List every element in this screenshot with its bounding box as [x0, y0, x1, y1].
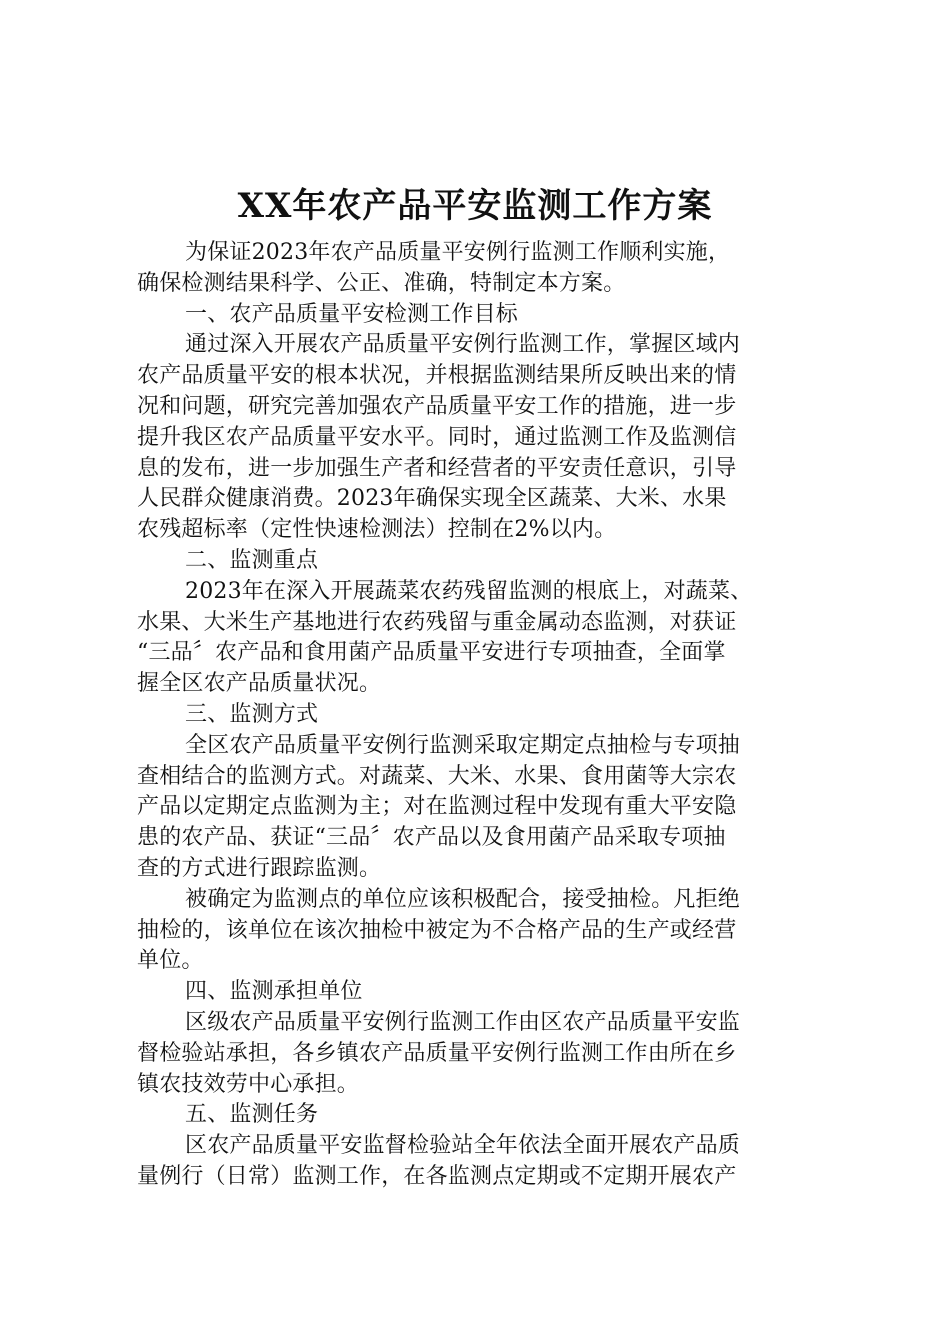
text-line: 区级农产品质量平安例行监测工作由区农产品质量平安监 — [185, 1009, 741, 1035]
text-line: 单位。 — [137, 948, 204, 974]
text-line: 查相结合的监测方式。对蔬菜、大米、水果、食用菌等大宗农 — [137, 763, 737, 789]
text-line: 农残超标率（定性快速检测法）控制在2%以内。 — [137, 517, 617, 543]
section-4-heading — [137, 977, 827, 1008]
text-line: 区农产品质量平安监督检验站全年依法全面开展农产品质 — [185, 1133, 741, 1159]
document-body — [137, 238, 827, 1193]
text-line: 三、监测方式 — [185, 701, 319, 727]
section-2-body — [137, 577, 827, 700]
text-line: 人民群众健康消费。2023年确保实现全区蔬菜、大米、水果 — [137, 486, 727, 512]
text-line: 息的发布，进一步加强生产者和经营者的平安责任意识，引导 — [137, 455, 737, 481]
text-line: 提升我区农产品质量平安水平。同时，通过监测工作及监测信 — [137, 424, 737, 450]
section-1-heading — [137, 300, 827, 331]
section-3-body — [137, 731, 827, 885]
text-line: “三品〞农产品和食用菌产品质量平安进行专项抽查，全面掌 — [137, 640, 726, 666]
text-line: 产品以定期定点监测为主；对在监测过程中发现有重大平安隐 — [137, 794, 737, 820]
intro-paragraph — [137, 238, 827, 300]
text-line: 水果、大米生产基地进行农药残留与重金属动态监测，对获证 — [137, 609, 737, 635]
section-1-body — [137, 330, 827, 546]
section-5-body — [137, 1131, 827, 1193]
text-line: 为保证2023年农产品质量平安例行监测工作顺利实施， — [185, 240, 731, 265]
text-line: 全区农产品质量平安例行监测采取定期定点抽检与专项抽 — [185, 732, 741, 758]
text-line: 镇农技效劳中心承担。 — [137, 1071, 360, 1097]
text-line: 被确定为监测点的单位应该积极配合，接受抽检。凡拒绝 — [185, 886, 741, 912]
text-line: 通过深入开展农产品质量平安例行监测工作，掌握区域内 — [185, 332, 741, 358]
text-line: 握全区农产品质量状况。 — [137, 671, 382, 697]
text-line: 2023年在深入开展蔬菜农药残留监测的根底上，对蔬菜、 — [185, 578, 753, 604]
section-3-heading — [137, 700, 827, 731]
text-line: 农产品质量平安的根本状况，并根据监测结果所反映出来的情 — [137, 363, 737, 389]
text-line: 查的方式进行跟踪监测。 — [137, 855, 382, 881]
text-line: 患的农产品、获证“三品〞农产品以及食用菌产品采取专项抽 — [137, 825, 726, 851]
text-line: 二、监测重点 — [185, 547, 319, 573]
section-4-body — [137, 1008, 827, 1100]
text-line: 五、监测任务 — [185, 1102, 319, 1128]
text-line: 抽检的，该单位在该次抽检中被定为不合格产品的生产或经营 — [137, 917, 737, 943]
text-line: 督检验站承担，各乡镇农产品质量平安例行监测工作由所在乡 — [137, 1040, 737, 1066]
text-line: 确保检测结果科学、公正、准确，特制定本方案。 — [137, 270, 626, 296]
document-title: XX年农产品平安监测工作方案 — [237, 186, 713, 226]
text-line: 一、农产品质量平安检测工作目标 — [185, 301, 519, 327]
text-line: 况和问题，研究完善加强农产品质量平安工作的措施，进一步 — [137, 393, 737, 419]
text-line: 量例行（日常）监测工作，在各监测点定期或不定期开展农产 — [137, 1163, 737, 1189]
section-3-body-2 — [137, 885, 827, 977]
section-2-heading — [137, 546, 827, 577]
section-5-heading — [137, 1100, 827, 1131]
text-line: 四、监测承担单位 — [185, 979, 363, 1005]
